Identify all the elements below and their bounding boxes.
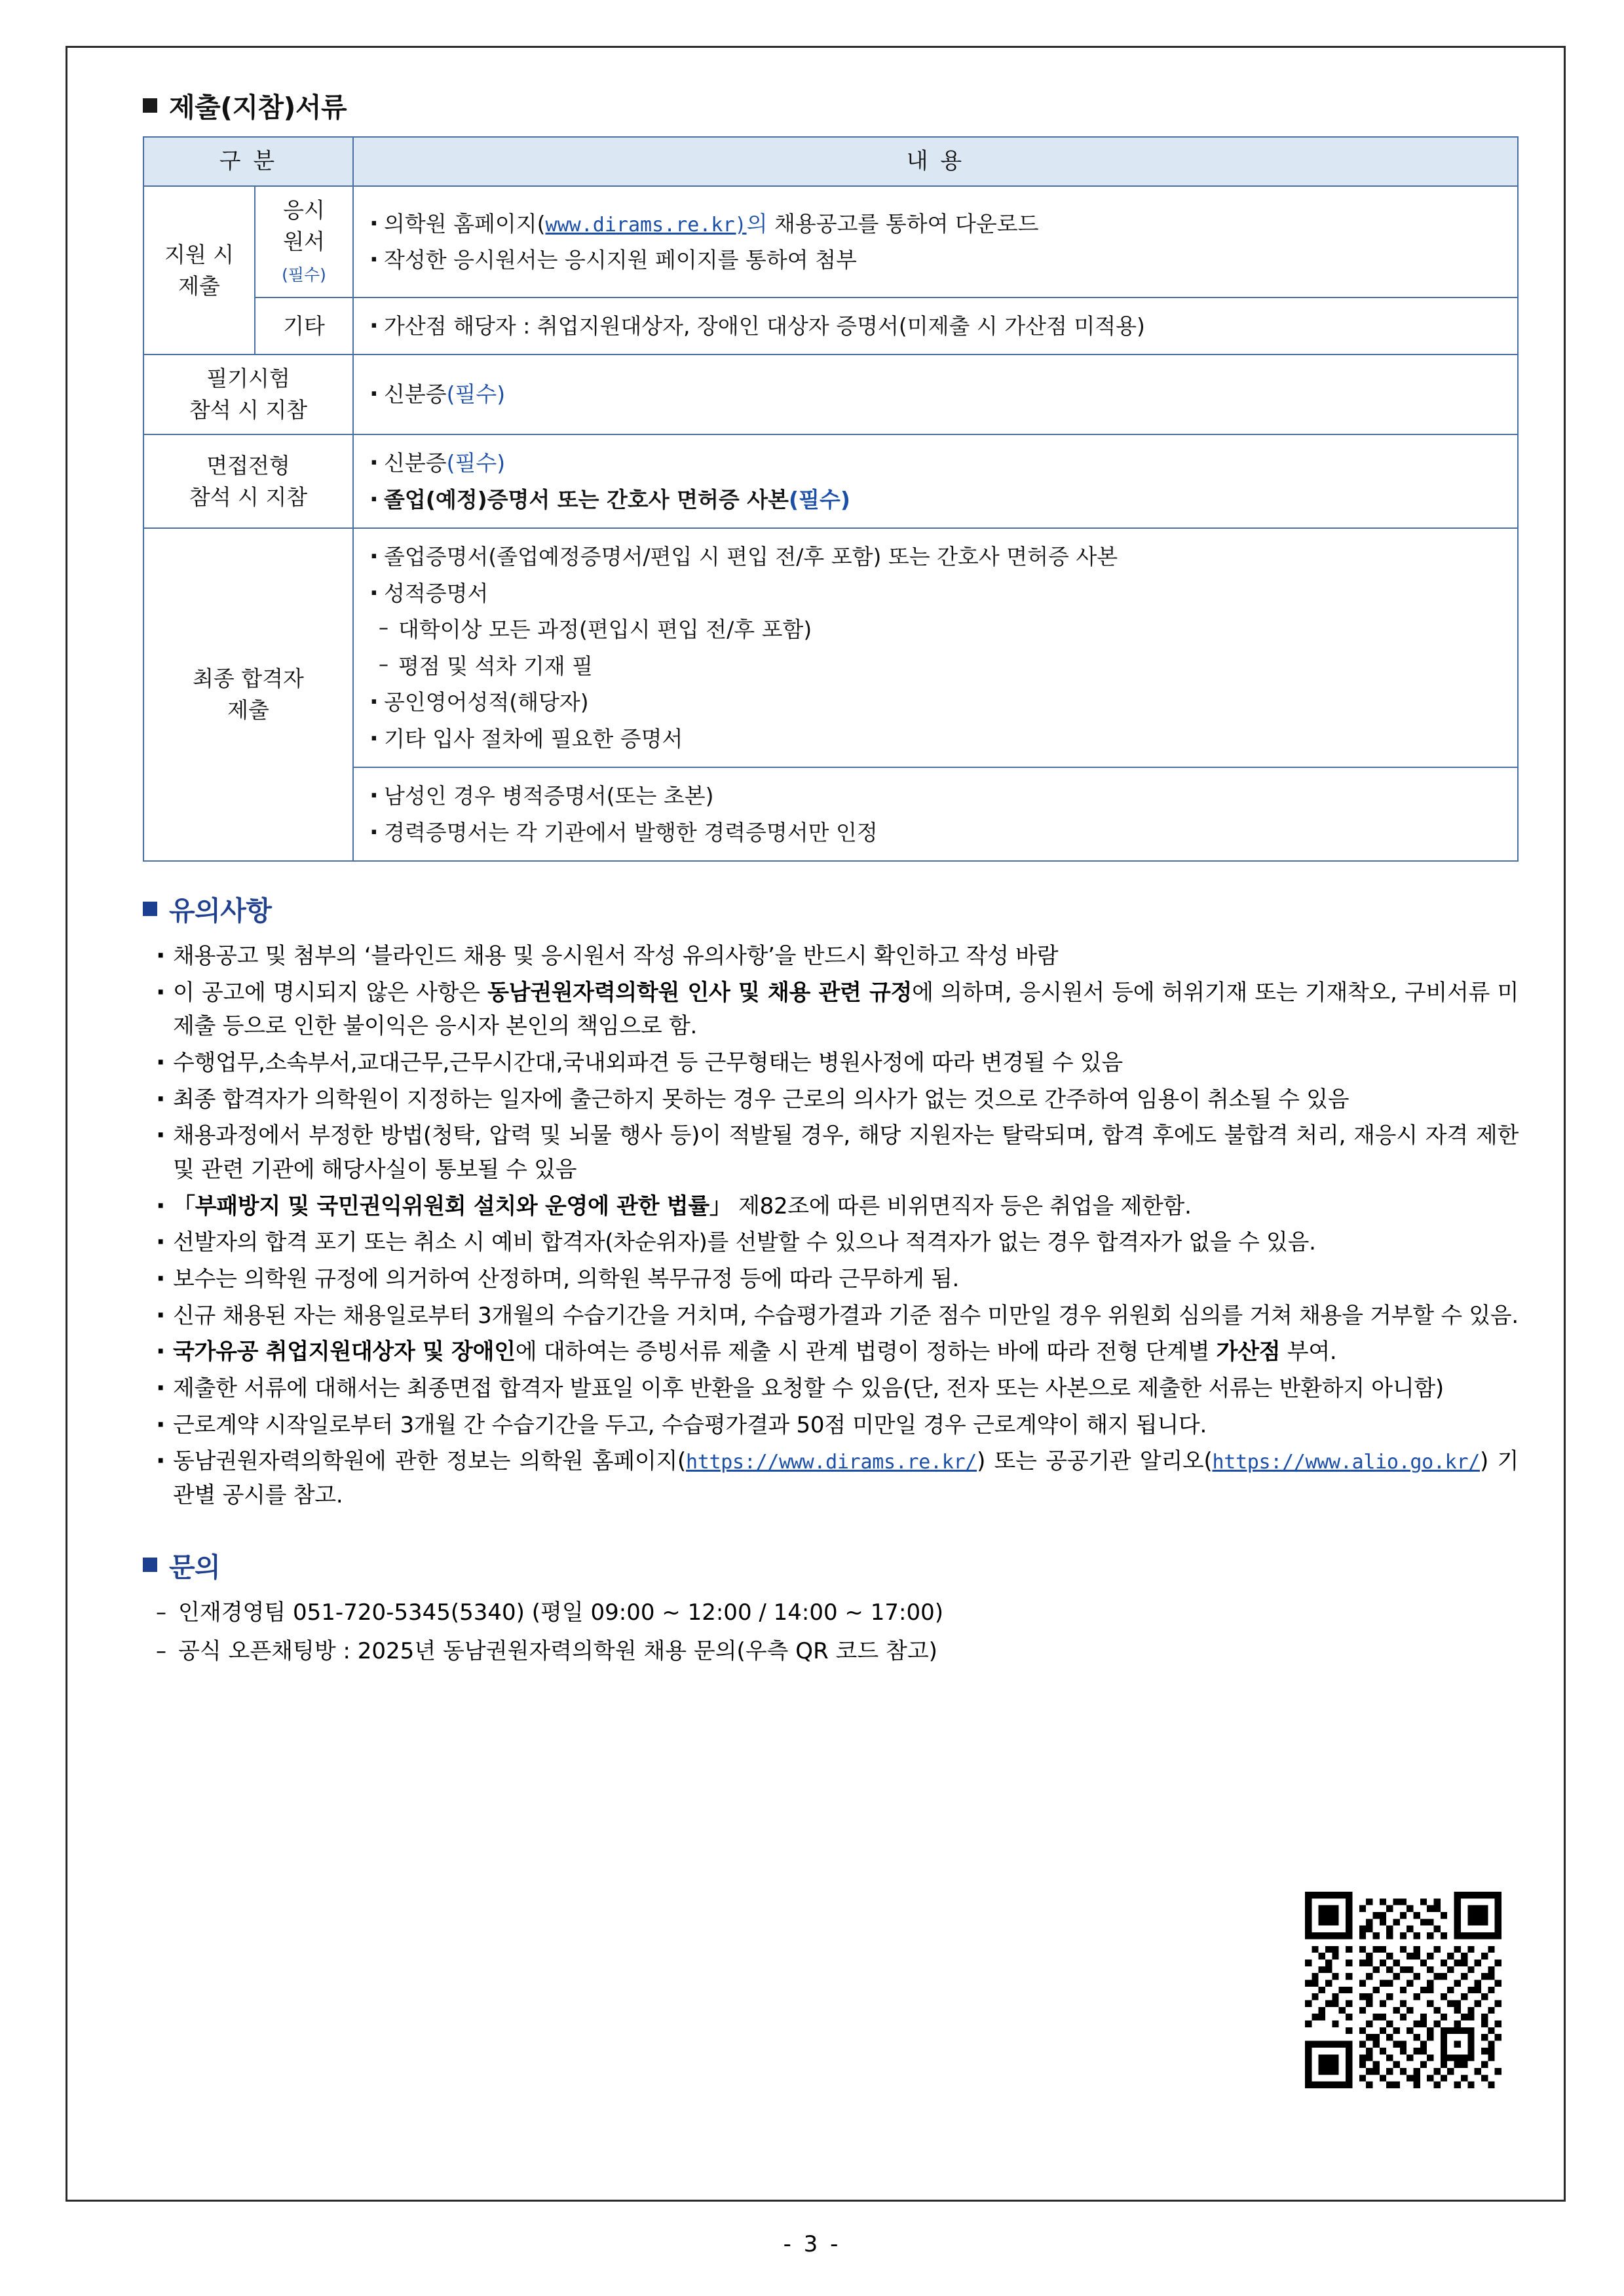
- list-item: · 졸업증명서(졸업예정증명서/편입 시 편입 전/후 포함) 또는 간호사 면허증 사본: [364, 541, 1507, 573]
- note-emphasis: 동남권원자력의학원 인사 및 채용 관련 규정: [487, 979, 913, 1006]
- row-content-final-pass: [353, 528, 1518, 767]
- label-line2: 제출: [227, 697, 269, 723]
- list-item: – 공식 오픈채팅방 : 2025년 동남권원자력의학원 채용 문의(우측 QR 코드 참고): [149, 1635, 1528, 1668]
- item-required: (필수): [446, 381, 506, 408]
- row-label-written-exam: [143, 354, 353, 434]
- list-item: · 보수는 의학원 규정에 의거하여 산정하며, 의학원 복무규정 등에 따라 근무하게 됨.: [149, 1263, 1519, 1297]
- row-sublabel-etc: 기타: [255, 297, 353, 355]
- qr-code-icon: [1305, 1892, 1501, 2088]
- row-content-final-pass-extra: [353, 767, 1518, 861]
- documents-heading-text: 제출(지참)서류: [169, 92, 347, 123]
- note-emphasis: 「부패방지 및 국민권익위원회 설치와 운영에 관한 법률」: [173, 1193, 732, 1219]
- section-heading-documents: [143, 86, 1528, 124]
- section-heading-contact: [143, 1546, 1528, 1584]
- list-item: · 동남권원자력의학원에 관한 정보는 의학원 홈페이지(https://www.dirams.re.kr/) 또는 공공기관 알리오(https://www.alio.go.kr/) 기관별 공시를 참고.: [149, 1445, 1519, 1512]
- sublabel-required: (필수): [282, 265, 326, 284]
- table-row: [143, 186, 1518, 297]
- row-content-written-exam: [353, 354, 1518, 434]
- list-item: · 채용과정에서 부정한 방법(청탁, 압력 및 뇌물 행사 등)이 적발될 경우, 해당 지원자는 탈락되며, 합격 후에도 불합격 처리, 재응시 자격 제한 및 관련 기관에 해당사실이 통보될 수 있음: [149, 1119, 1519, 1187]
- list-item: · 경력증명서는 각 기관에서 발행한 경력증명서만 인정: [364, 816, 1507, 849]
- bullet-square-icon: [143, 1558, 157, 1572]
- bullet-square-icon: [143, 98, 157, 113]
- list-item: · 작성한 응시원서는 응시지원 페이지를 통하여 첨부: [364, 244, 1507, 277]
- table-header-col2: 내 용: [353, 137, 1518, 186]
- table-row: [143, 528, 1518, 767]
- list-item: · 남성인 경우 병적증명서(또는 초본): [364, 780, 1507, 813]
- contact-heading-text: 문의: [169, 1551, 221, 1583]
- list-item: [364, 484, 1507, 516]
- list-item: · 「부패방지 및 국민권익위원회 설치와 운영에 관한 법률」 제82조에 따른 비위면직자 등은 취업을 제한함.: [149, 1190, 1519, 1224]
- sublabel-line1: 응시: [283, 197, 325, 223]
- section-heading-notes: [143, 889, 1528, 928]
- table-header-row: [143, 137, 1518, 186]
- list-item: · 성적증명서: [364, 577, 1507, 610]
- list-item: [364, 447, 1507, 480]
- dirams-site-link[interactable]: https://www.dirams.re.kr/: [686, 1451, 977, 1474]
- row-label-interview: [143, 434, 353, 528]
- sublabel-line2: 원서: [283, 229, 325, 255]
- list-item: · 이 공고에 명시되지 않은 사항은 동남권원자력의학원 인사 및 채용 관련 규정에 의하며, 응시원서 등에 허위기재 또는 기재착오, 구비서류 미제출 등으로 인한 불이익은 응시자 본인의 책임으로 함.: [149, 976, 1519, 1044]
- list-item: · 최종 합격자가 의학원이 지정하는 일자에 출근하지 못하는 경우 근로의 의사가 없는 것으로 간주하여 임용이 취소될 수 있음: [149, 1083, 1519, 1117]
- label-line1: 필기시험: [206, 366, 290, 392]
- table-row: [143, 297, 1518, 355]
- note-emphasis: 국가유공 취업지원대상자 및 장애인: [173, 1339, 516, 1366]
- table-row: [143, 354, 1518, 434]
- list-item: · 신규 채용된 자는 채용일로부터 3개월의 수습기간을 거치며, 수습평가결과 기준 점수 미만일 경우 위원회 심의를 거쳐 채용을 거부할 수 있음.: [149, 1299, 1519, 1333]
- documents-table: [143, 136, 1519, 862]
- row-sublabel-application-form: [255, 186, 353, 297]
- note-emphasis-2: 가산점: [1216, 1339, 1281, 1366]
- dirams-homepage-link[interactable]: www.dirams.re.kr): [545, 213, 747, 237]
- page-number: - 3 -: [783, 2231, 841, 2257]
- label-line2: 참석 시 지참: [189, 484, 308, 510]
- list-item: – 평점 및 석차 기재 필: [364, 650, 1507, 683]
- list-item: · 채용공고 및 첨부의 ‘블라인드 채용 및 응시원서 작성 유의사항’을 반드시 확인하고 작성 바람: [149, 940, 1519, 974]
- item-text: 신분증: [384, 381, 447, 408]
- label-line2: 참석 시 지참: [189, 397, 308, 423]
- notes-heading-text: 유의사항: [169, 895, 272, 927]
- label-line1: 면접전형: [206, 452, 290, 478]
- bullet-square-icon: [143, 902, 157, 916]
- list-item: · 국가유공 취업지원대상자 및 장애인에 대하여는 증빙서류 제출 시 관계 법령이 정하는 바에 따라 전형 단계별 가산점 부여.: [149, 1335, 1519, 1369]
- list-item: · 가산점 해당자 : 취업지원대상자, 장애인 대상자 증명서(미제출 시 가산점 미적용): [364, 310, 1507, 343]
- item-text: 졸업(예정)증명서 또는 간호사 면허증 사본: [384, 486, 789, 512]
- row-content-interview: [353, 434, 1518, 528]
- row-content-etc: [353, 297, 1518, 355]
- table-header-col1: 구 분: [143, 137, 353, 186]
- row-content-application-form: [353, 186, 1518, 297]
- list-item: · 제출한 서류에 대해서는 최종면접 합격자 발표일 이후 반환을 요청할 수 있음(단, 전자 또는 사본으로 제출한 서류는 반환하지 아니함): [149, 1372, 1519, 1406]
- list-item: · 기타 입사 절차에 필요한 증명서: [364, 723, 1507, 756]
- qr-code: [1305, 1892, 1501, 2088]
- label-line1: 최종 합격자: [193, 666, 304, 692]
- item-required: (필수): [789, 486, 850, 512]
- item-required: (필수): [446, 450, 506, 476]
- notes-list: [149, 940, 1519, 1513]
- list-item: · 공인영어성적(해당자): [364, 686, 1507, 719]
- list-item: · 의학원 홈페이지(www.dirams.re.kr)의 채용공고를 통하여 다운로드: [364, 208, 1507, 240]
- item-text: 신분증: [384, 450, 447, 476]
- alio-site-link[interactable]: https://www.alio.go.kr/: [1212, 1451, 1480, 1474]
- list-item: [364, 378, 1507, 411]
- page-frame: [66, 46, 1566, 2202]
- row-label-final-pass: [143, 528, 353, 861]
- contact-list: [149, 1596, 1528, 1668]
- list-item: · 근로계약 시작일로부터 3개월 간 수습기간을 두고, 수습평가결과 50점 미만일 경우 근로계약이 해지 됩니다.: [149, 1409, 1519, 1443]
- list-item: – 대학이상 모든 과정(편입시 편입 전/후 포함): [364, 613, 1507, 646]
- list-item: · 수행업무,소속부서,교대근무,근무시간대,국내외파견 등 근무형태는 병원사정에 따라 변경될 수 있음: [149, 1046, 1519, 1081]
- list-item: – 인재경영팀 051-720-5345(5340) (평일 09:00 ~ 12:00 / 14:00 ~ 17:00): [149, 1596, 1528, 1630]
- table-row: [143, 434, 1518, 528]
- list-item: · 선발자의 합격 포기 또는 취소 시 예비 합격자(차순위자)를 선발할 수 있으나 적격자가 없는 경우 합격자가 없을 수 있음.: [149, 1226, 1519, 1260]
- row-label-apply: 지원 시 제출: [143, 186, 255, 354]
